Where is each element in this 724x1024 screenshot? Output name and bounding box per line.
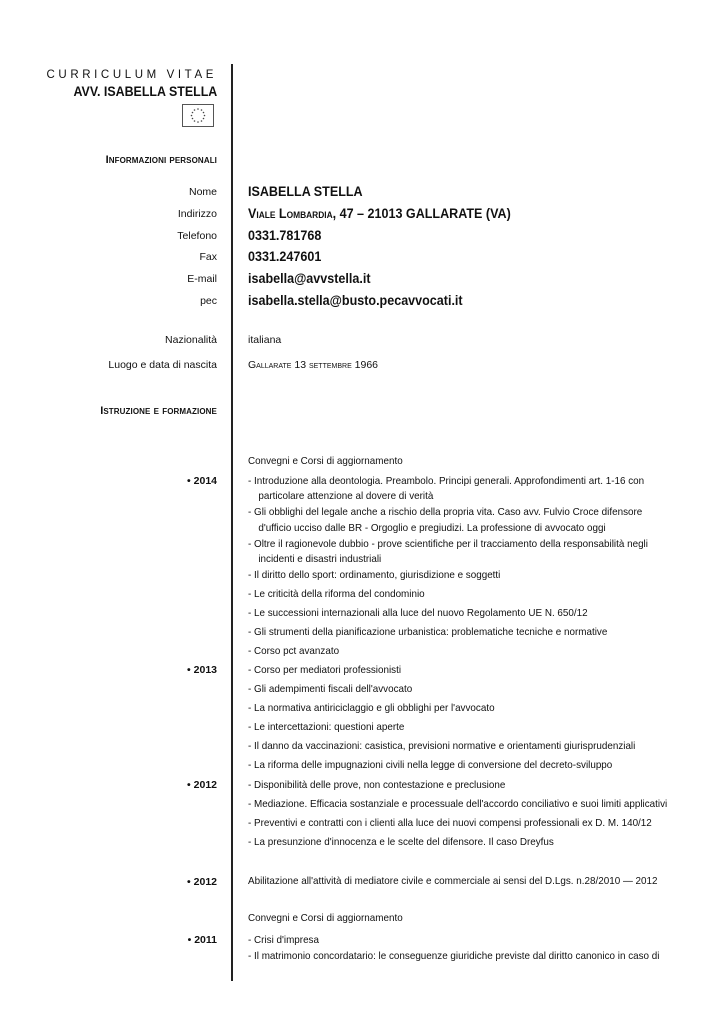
- year-2012-abilitazione: • 2012: [187, 876, 217, 888]
- list-item: - Mediazione. Efficacia sostanziale e processuale dell'accordo conciliativo e suoi limiti applicativi: [248, 798, 668, 810]
- cv-title: CURRICULUM VITAE: [46, 69, 217, 81]
- year-2014: • 2014: [187, 475, 217, 487]
- list-item: particolare attenzione al dovere di verità: [258, 490, 434, 502]
- list-item: - Preventivi e contratti con i clienti alla luce dei nuovi compensi professionali ex D. M. 140/12: [248, 817, 652, 829]
- year-2013: • 2013: [187, 664, 217, 676]
- label-nome: Nome: [188, 186, 217, 198]
- section-title-personal: Informazioni personali: [105, 154, 217, 166]
- list-item: - La riforma delle impugnazioni civili nella legge di conversione del decreto-sviluppo: [248, 759, 613, 771]
- label-telefono: Telefono: [177, 230, 217, 242]
- group-heading-convegni: Convegni e Corsi di aggiornamento: [248, 455, 403, 467]
- list-item: - Il diritto dello sport: ordinamento, giurisdizione e soggetti: [248, 569, 501, 581]
- list-item: - Introduzione alla deontologia. Preambolo. Principi generali. Approfondimenti art. 1-16 con: [248, 475, 645, 487]
- list-item: - Il danno da vaccinazioni: casistica, previsioni normative e orientamenti giurisprudenziali: [248, 740, 636, 752]
- list-item: - Gli strumenti della pianificazione urbanistica: problematiche tecniche e normative: [248, 626, 608, 638]
- label-email: E-mail: [187, 273, 217, 285]
- year-2012: • 2012: [187, 779, 217, 791]
- list-item: - Corso per mediatori professionisti: [248, 664, 402, 676]
- list-item: - Gli adempimenti fiscali dell'avvocato: [248, 683, 413, 695]
- year-2011: • 2011: [187, 934, 217, 946]
- value-fax: 0331.247601: [248, 249, 322, 264]
- eu-flag-icon: [182, 104, 214, 127]
- list-item: - Le intercettazioni: questioni aperte: [248, 721, 405, 733]
- list-item: - La presunzione d'innocenza e le scelte del difensore. Il caso Dreyfus: [248, 836, 554, 848]
- label-indirizzo: Indirizzo: [177, 208, 217, 220]
- value-indirizzo: Viale Lombardia, 47 – 21013 GALLARATE (VA): [248, 206, 511, 221]
- value-nascita: Gallarate 13 settembre 1966: [248, 359, 379, 371]
- label-pec: pec: [200, 295, 217, 307]
- list-item: - Corso pct avanzato: [248, 645, 340, 657]
- column-divider: [231, 64, 233, 981]
- value-telefono: 0331.781768: [248, 228, 322, 243]
- list-item: d'ufficio ucciso dalle BR - Orgoglio e pregiudizi. La professione di avvocato oggi: [258, 522, 606, 534]
- list-item: - Il matrimonio concordatario: le conseguenze giuridiche previste dal diritto canonico in caso di: [248, 950, 660, 962]
- list-item: - Crisi d'impresa: [248, 934, 319, 946]
- list-item: - La normativa antiriciclaggio e gli obblighi per l'avvocato: [248, 702, 495, 714]
- value-email[interactable]: isabella@avvstella.it: [248, 271, 371, 286]
- value-nome: ISABELLA STELLA: [248, 184, 363, 199]
- list-item: - Le successioni internazionali alla luce del nuovo Regolamento UE N. 650/12: [248, 607, 588, 619]
- cv-owner-name: AVV. ISABELLA STELLA: [73, 84, 217, 99]
- label-nascita: Luogo e data di nascita: [108, 359, 217, 371]
- value-nazionalita: italiana: [248, 334, 282, 346]
- list-item: - Disponibilità delle prove, non contestazione e preclusione: [248, 779, 506, 791]
- list-item: - Gli obblighi del legale anche a rischio della propria vita. Caso avv. Fulvio Croce difensore: [248, 506, 643, 518]
- abilitazione-text: Abilitazione all'attività di mediatore civile e commerciale ai sensi del D.Lgs. n.28/2010 — 2012: [248, 875, 658, 887]
- list-item: incidenti e disastri industriali: [258, 553, 382, 565]
- group-heading-convegni-2: Convegni e Corsi di aggiornamento: [248, 912, 403, 924]
- label-nazionalita: Nazionalità: [165, 334, 217, 346]
- value-pec[interactable]: isabella.stella@busto.pecavvocati.it: [248, 293, 463, 308]
- label-fax: Fax: [199, 251, 217, 263]
- list-item: - Oltre il ragionevole dubbio - prove scientifiche per il tracciamento della responsabilità negli: [248, 538, 648, 550]
- section-title-education: Istruzione e formazione: [100, 405, 217, 417]
- list-item: - Le criticità della riforma del condominio: [248, 588, 425, 600]
